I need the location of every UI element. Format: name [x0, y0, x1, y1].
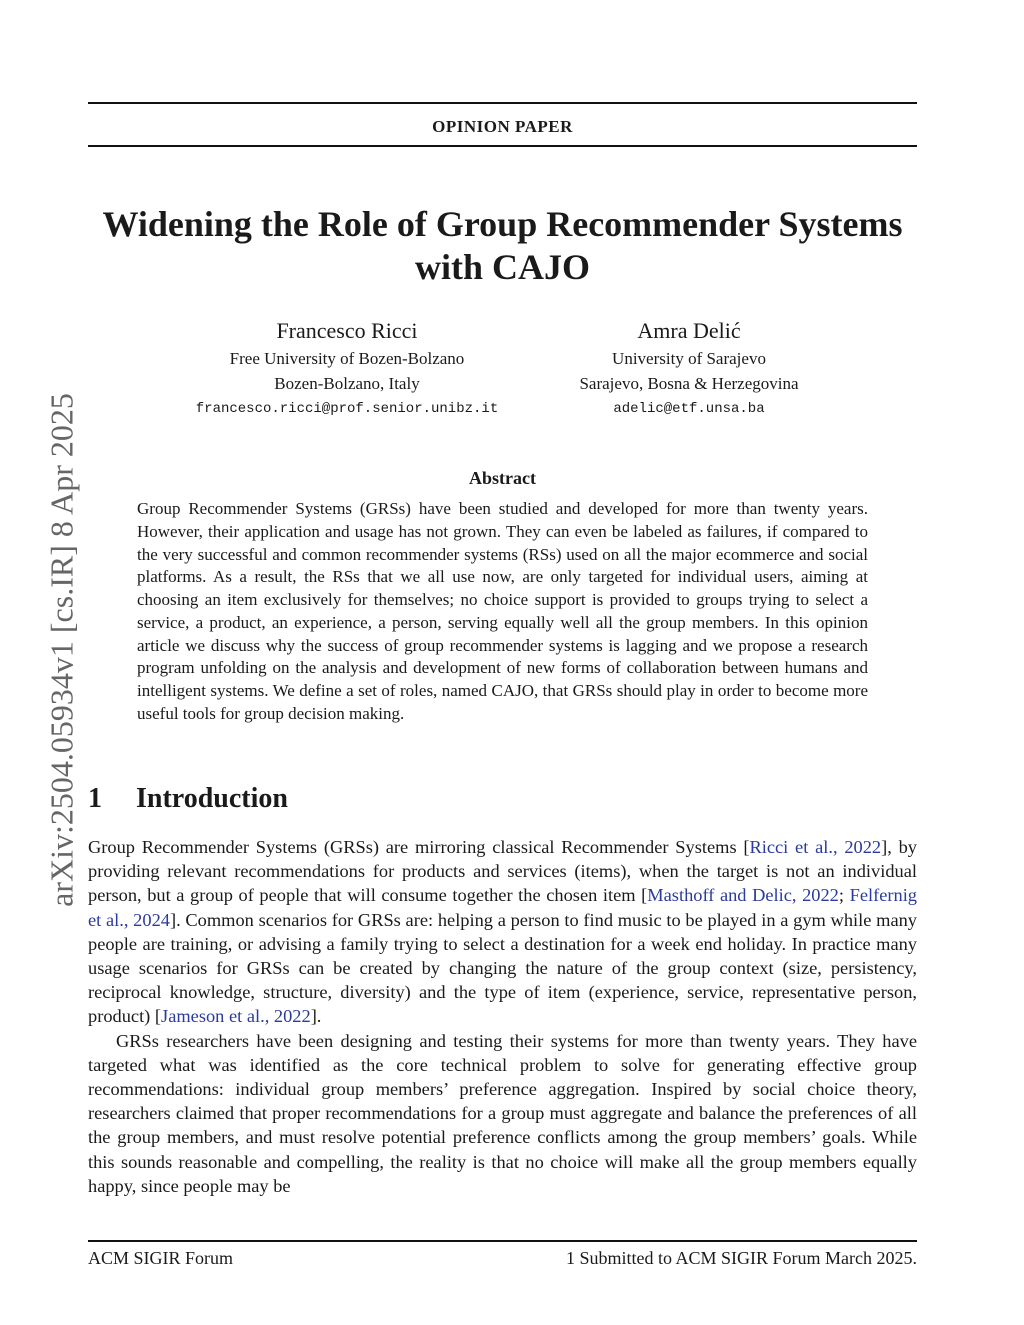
header-rule: [88, 145, 917, 147]
author-email[interactable]: adelic@etf.unsa.ba: [613, 401, 765, 417]
footer-rule: [88, 1240, 917, 1242]
text-run: ], by providing relevant recommendations for products and services (items), when the target is not an individual person, but a group of people that will consume together the chosen item [: [88, 837, 917, 906]
author-affiliation: University of Sarajevo: [612, 349, 766, 368]
text-run: Group Recommender Systems (GRSs) are mirroring classical Recommender Systems [: [88, 837, 750, 857]
author-affiliation: Free University of Bozen-Bolzano: [229, 349, 465, 368]
abstract-text: Group Recommender Systems (GRSs) have been studied and developed for more than twenty years. However, their application and usage has not grown. They can even be labeled as failures, if compared to the very successful and common recommender systems (RSs) used on all the major ecommerce and social platforms. As a result, the RSs that we all use now, are only targeted for individual users, aiming at choosing an item exclusively for themselves; no choice support is provided to groups trying to select a service, a product, an experience, a person, serving equally well all the group members. In this opinion article we discuss why the success of group recommender systems is lagging and we propose a research program unfolding on the analysis and development of new forms of collaboration between humans and intelligent systems. We define a set of roles, named CAJO, that GRSs should play in order to become more useful tools for group decision making.: [137, 499, 868, 723]
author-name: Francesco Ricci: [276, 318, 418, 343]
author-email[interactable]: francesco.ricci@prof.senior.unibz.it: [195, 401, 499, 417]
intro-body: [88, 835, 917, 1198]
footer-page-note: 1 Submitted to ACM SIGIR Forum March 2025.: [565, 1248, 917, 1268]
text-run: ]. Common scenarios for GRSs are: helping a person to find music to be played in a gym while many people are training, or advising a family trying to select a destination for a week end holiday. In practice many usage scenarios for GRSs can be created by changing the nature of the group context (size, persistency, reciprocal knowledge, structure, diversity) and the type of item (experience, service, representative person, product) [: [88, 909, 917, 1027]
text-run: ;: [838, 885, 850, 906]
abstract-heading: Abstract: [469, 468, 536, 488]
author-block-1: [177, 316, 517, 422]
author-location: Sarajevo, Bosna & Herzegovina: [579, 374, 799, 393]
citation-link[interactable]: Masthoff and Delic, 2022: [647, 885, 839, 906]
author-name: Amra Delić: [637, 318, 741, 343]
citation-link[interactable]: Jameson et al., 2022: [161, 1006, 311, 1027]
paragraph: GRSs researchers have been designing and testing their systems for more than twenty years. They have targeted what was identified as the core technical problem to solve for generating effective group recommendations: individual group members’ preference aggregation. Inspired by social choice theory, researchers claimed that proper recommendations for a group must aggregate and balance the preferences of all the group members, and must resolve potential preference conflicts among the group members’ goals. While this sounds reasonable and compelling, the reality is that no choice will make all the group members equally happy, since people may be: [88, 1030, 917, 1196]
citation-link[interactable]: Felfernig et al., 2024: [88, 885, 918, 930]
section-heading: [88, 783, 288, 815]
paper-title: Widening the Role of Group Recommender Systems with CAJO: [102, 204, 903, 287]
author-location: Bozen-Bolzano, Italy: [274, 374, 420, 393]
top-rule: [88, 102, 917, 104]
paper-type-label: OPINION PAPER: [432, 117, 573, 136]
section-number: 1: [88, 783, 102, 814]
citation-link[interactable]: Ricci et al., 2022: [749, 837, 882, 857]
paragraph: [88, 835, 917, 1029]
text-run: ].: [310, 1006, 322, 1027]
author-block-2: [519, 316, 859, 422]
footer-venue: ACM SIGIR Forum: [88, 1248, 234, 1268]
section-title: Introduction: [136, 783, 288, 814]
arxiv-sidebar-stamp: arXiv:2504.05934v1 [cs.IR] 8 Apr 2025: [43, 393, 80, 907]
